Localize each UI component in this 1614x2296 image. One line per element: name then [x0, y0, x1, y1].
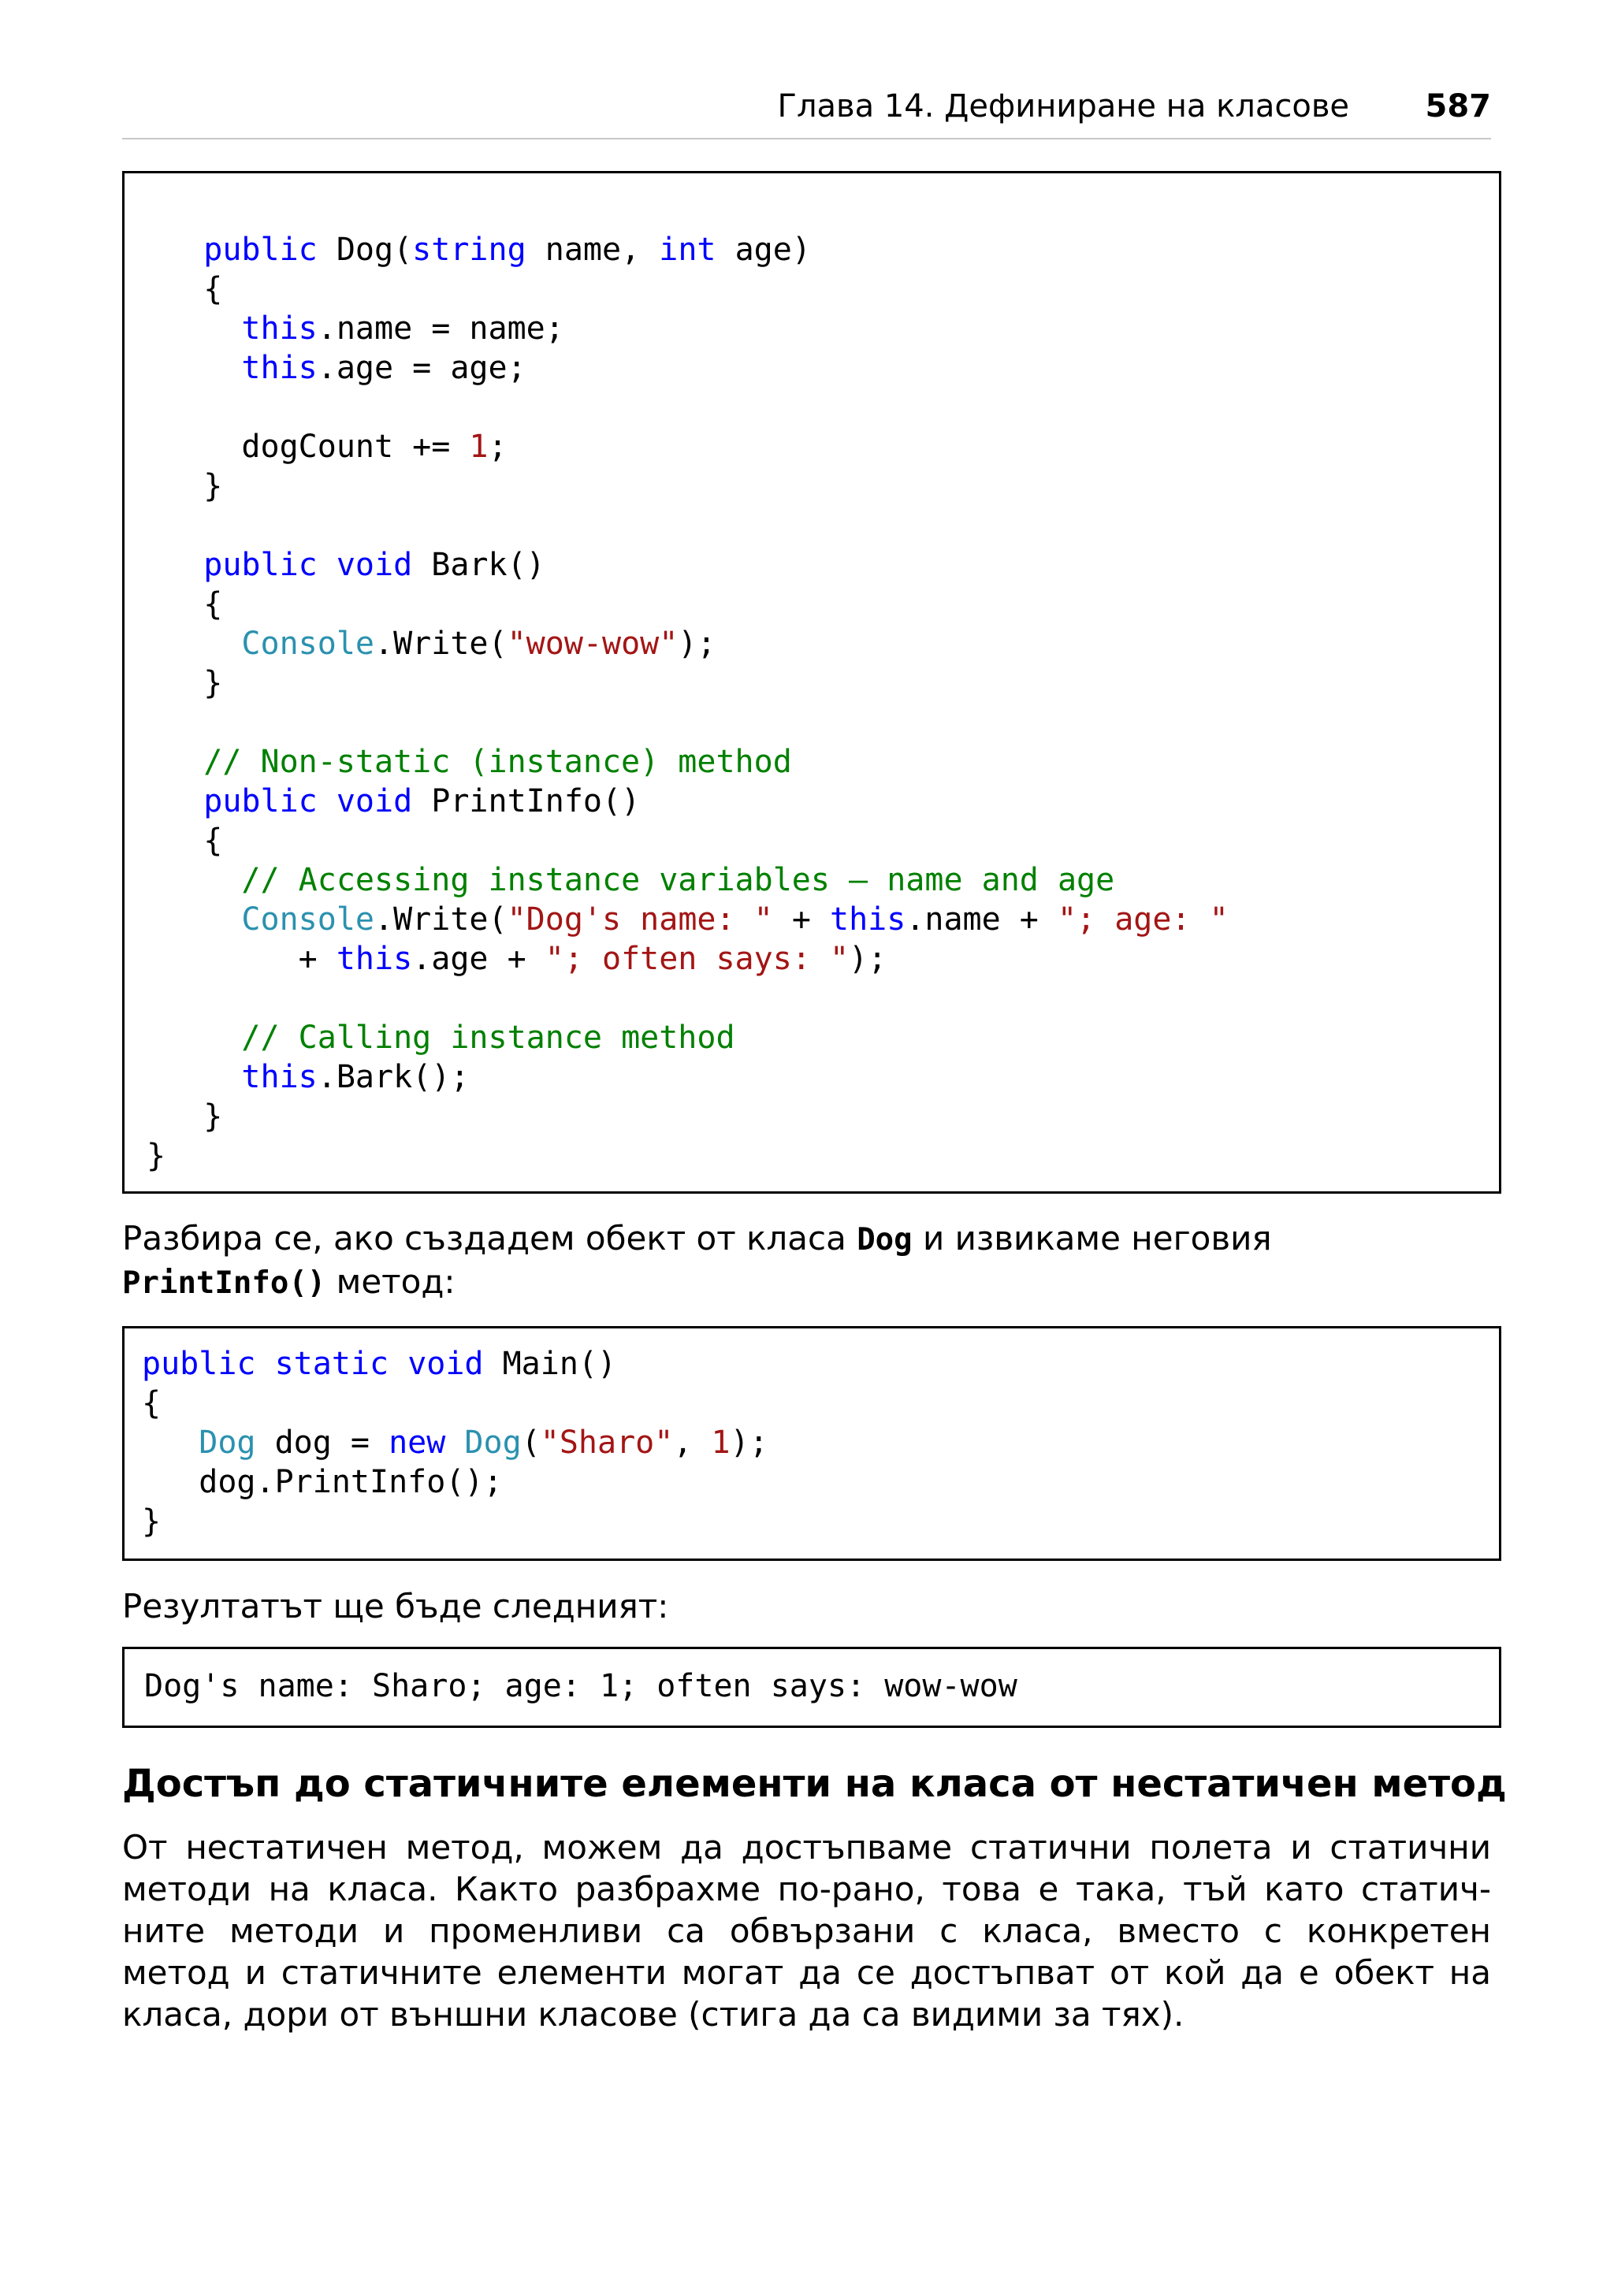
- chapter-title: Глава 14. Дефиниране на класове: [777, 88, 1349, 124]
- paragraph-create-object: [122, 1217, 1491, 1304]
- output-text: Dog's name: Sharo; age: 1; often says: wow-wow: [144, 1668, 1017, 1704]
- code-block-dog-class: [122, 171, 1501, 1194]
- code-block-main: [122, 1326, 1501, 1561]
- paragraph-line: От нестатичен метод, можем да достъпваме статични полета и статични: [122, 1828, 1491, 1867]
- inline-code-dog: Dog: [857, 1222, 913, 1258]
- inline-code-printinfo: PrintInfo(): [122, 1265, 326, 1301]
- paragraph-text: метод:: [325, 1262, 456, 1301]
- paragraph-line: метод и статичните елементи могат да се достъпват от кой да е обект на: [122, 1953, 1491, 1992]
- paragraph-text: и извикаме неговия: [912, 1219, 1272, 1258]
- paragraph-static-access: [122, 1826, 1491, 2035]
- section-heading: Достъп до статичните елементи на класа от нестатичен метод: [122, 1762, 1507, 1806]
- code-listing: public Dog(string name, int age) { this.name = name; this.age = age; dogCount += 1; } public void Bark() { Console.Write("wow-wow"); } // Non-static (instance) method public void PrintInfo() { // Accessing instance variables – name and age Console.Write("Dog's name: " + this.name + "; age: " + this.age + "; often says: "); // Calling instance method this.Bark(); } }: [147, 232, 1229, 1174]
- page-header: [122, 81, 1491, 139]
- paragraph-line: ните методи и променливи са обвързани с класа, вместо с конкретен: [122, 1911, 1491, 1950]
- code-listing: public static void Main() { Dog dog = new Dog("Sharo", 1); dog.PrintInfo(); }: [142, 1346, 768, 1540]
- output-block: [122, 1647, 1501, 1728]
- page-number: 587: [1425, 88, 1491, 124]
- paragraph-line: методи на класа. Както разбрахме по-рано, това е така, тъй като статич-: [122, 1870, 1491, 1908]
- paragraph-text: Разбира се, ако създадем обект от класа: [122, 1219, 857, 1258]
- paragraph-result-intro: Резултатът ще бъде следният:: [122, 1587, 669, 1625]
- paragraph-line: класа, дори от външни класове (стига да са видими за тях).: [122, 1995, 1184, 2034]
